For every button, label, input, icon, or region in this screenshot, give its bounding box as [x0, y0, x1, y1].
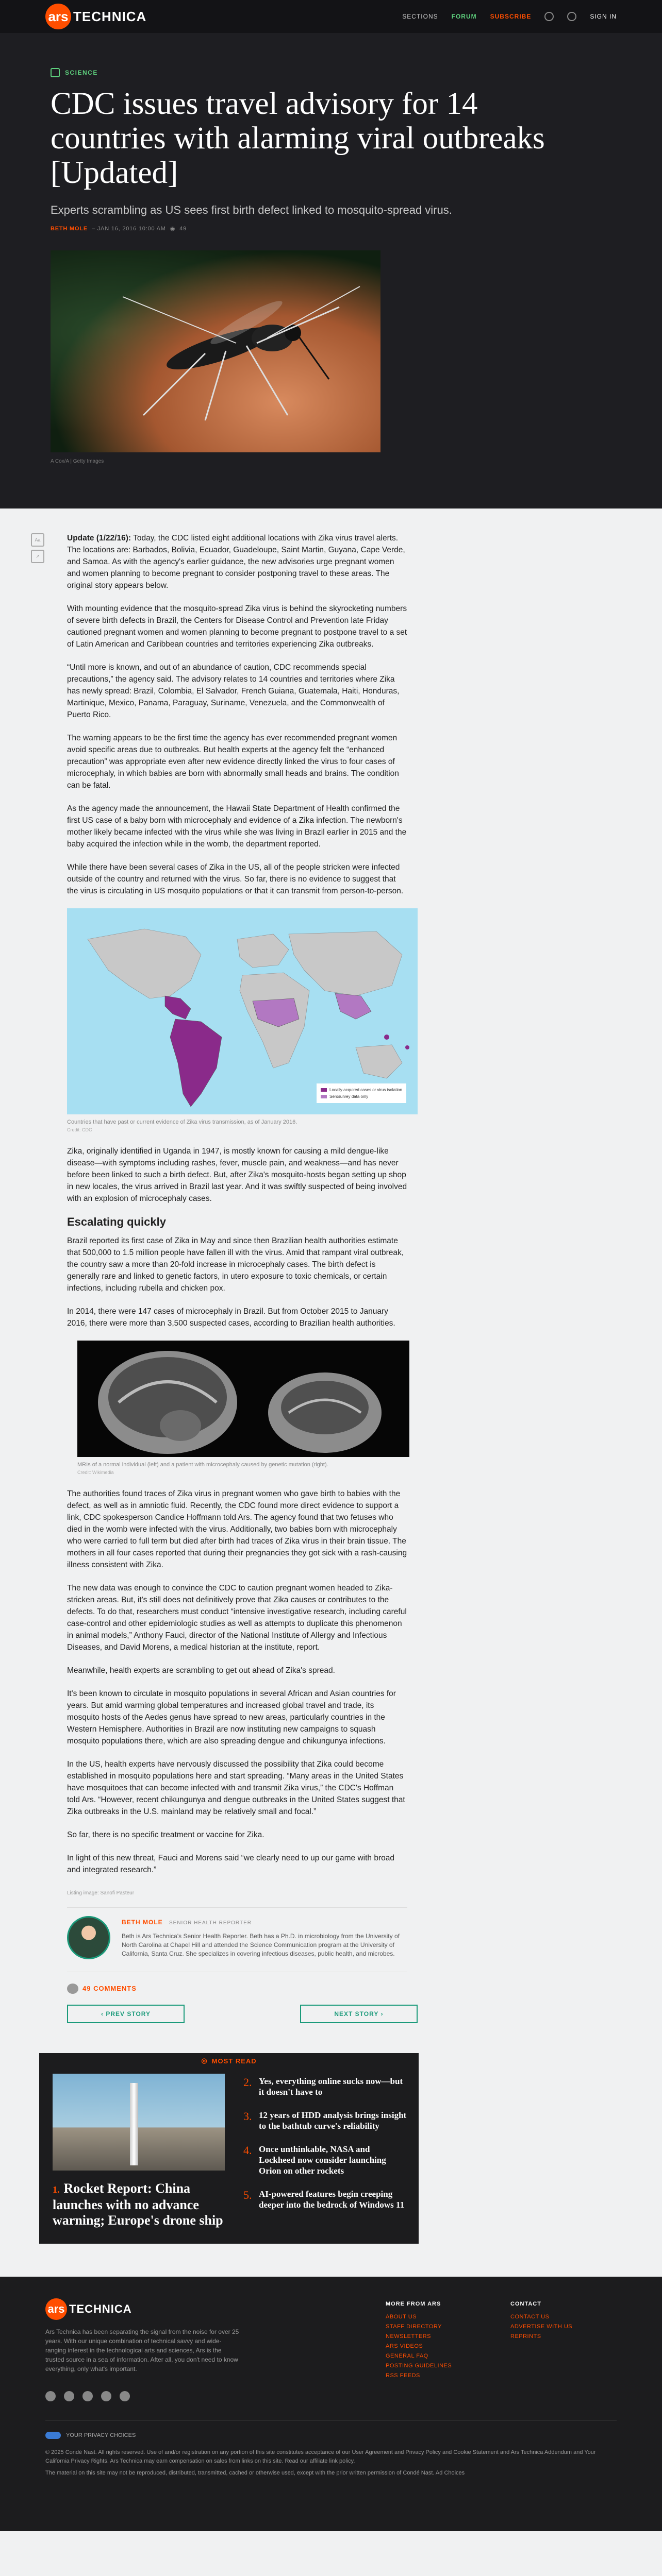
comment-count[interactable]: 49: [179, 225, 187, 232]
site-footer: [0, 2277, 662, 2531]
mri-figure: [67, 1341, 407, 1477]
site-logo[interactable]: [45, 4, 146, 29]
list-item[interactable]: [243, 2144, 408, 2176]
legend-swatch-serosurvey: [321, 1095, 327, 1098]
publish-date: – JAN 16, 2016 10:00 AM: [91, 225, 166, 232]
list-item[interactable]: [243, 2189, 408, 2210]
paragraph: The warning appears to be the first time the agency has ever recommended pregnant women avoid specific areas due to outbreaks. But health experts at the agency felt the “enhanced precaution” was appropriate even after new evidence directly linked the virus to four cases of microcephaly, in which babies are born with abnormally small heads and brains. The condition can be fatal.: [67, 734, 399, 790]
paragraph: In light of this new threat, Fauci and Morens said “we clearly need to up our game with broad and integrated research.”: [67, 1854, 394, 1874]
next-story-button[interactable]: [300, 2005, 418, 2023]
paragraph: Zika, originally identified in Uganda in 1947, is mostly known for causing a mild dengue-like disease—with symptoms including rashes, fever, muscle pain, and weakness—and has never before been linked to such a birth defect. But, after Zika's mosquito-hosts began setting up shop in new locales, the virus arrived in Brazil last year. And it was swiftly suspected of being involved with an explosion of microcephaly cases.: [67, 1147, 407, 1203]
item-number: 4.: [243, 2144, 252, 2157]
paragraph: The authorities found traces of Zika virus in pregnant women who gave birth to babies with the defect, as well as in amniotic fluid. Recently, the CDC found more direct evidence to support a link, CDC spokesperson Candice Hoffmann told Ars. The agency found that two fetuses who died in the womb were infected with the virus. Additionally, two babies born with microcephaly who were carried to full term but died after birth had traces of Zika virus in their brain tissue. The mothers in all four cases reported that during their pregnancies they got sick with a rash-causing illness consistent with Zika.: [67, 1489, 407, 1569]
logo-wordmark: TECHNICA: [69, 2302, 132, 2315]
sections-menu[interactable]: SECTIONS: [402, 13, 438, 20]
paragraph: Brazil reported its first case of Zika in May and since then Brazilian health authorities estimate that 500,000 to 1.5 million people have fallen ill with the virus. Amid that rampant viral outbreak, the country saw a more than 20-fold increase in microcephaly cases. The birth defect is generally rare and linked to genetic factors, in utero exposure to toxic chemicals, or certain infections, including rubella and chicken pox.: [67, 1236, 404, 1293]
item-number: 3.: [243, 2110, 252, 2123]
comment-bubble-icon: [67, 1984, 78, 1994]
item-headline: AI-powered features begin creeping deeper into the bedrock of Windows 11: [259, 2189, 405, 2210]
paragraph: In the US, health experts have nervously discussed the possibility that Zika could become established in mosquito populations here and start spreading. “Many areas in the United States have mosquitoes that can become infected with and transmit Zika virus,” the CDC's Hoffman told Ars. “However, recent chikungunya and dengue outbreaks in the United States suggest that Zika outbreaks in the U.S. mainland may be relatively small and focal.”: [67, 1760, 405, 1816]
footer-link[interactable]: RSS FEEDS: [386, 2372, 420, 2379]
science-icon: [51, 68, 60, 77]
mosquito-illustration: [51, 250, 380, 452]
most-read-list: [243, 2076, 408, 2223]
zika-map[interactable]: [67, 908, 418, 1114]
footer-link[interactable]: POSTING GUIDELINES: [386, 2363, 452, 2369]
article-header: [0, 33, 662, 232]
paragraph: It's been known to circulate in mosquito populations in several African and Asian countries for years. But amid warming global temperatures and increased global travel and trade, its mosquito hosts of the Aedes genus have spread to new areas, particularly countries in the Western Hemisphere. Authorities in Brazil are now instituting new campaigns to squash mosquito populations there, which are also spreading dengue and chikungunya infections.: [67, 1689, 396, 1745]
item-number: 5.: [243, 2189, 252, 2201]
paragraph: In 2014, there were 147 cases of microcephaly in Brazil. But from October 2015 to January 2016, there were more than 3,500 suspected cases, according to Brazilian health authorities.: [67, 1307, 395, 1328]
item-headline: Once unthinkable, NASA and Lockheed now consider launching Orion on other rockets: [259, 2144, 386, 2176]
author-description: Beth is Ars Technica's Senior Health Reporter. Beth has a Ph.D. in microbiology from the University of North Carolina at Chapel Hill and attended the Science Communication program at the University of California, Santa Cruz. She specializes in covering infectious diseases, public health, and microbes.: [122, 1933, 400, 1957]
comment-icon[interactable]: ◉: [170, 226, 176, 232]
search-icon[interactable]: [567, 12, 576, 21]
item-number: 2.: [243, 2076, 252, 2089]
youtube-icon[interactable]: [101, 2391, 111, 2401]
logo-badge: ars: [45, 4, 71, 29]
article-dek: Experts scrambling as US sees first birth defect linked to mosquito-spread virus.: [51, 204, 452, 216]
legend-label: Locally acquired cases or virus isolation: [329, 1088, 402, 1092]
mri-scans: [77, 1341, 409, 1457]
most-read-panel: [39, 2053, 419, 2244]
list-item[interactable]: [243, 2076, 408, 2097]
article-title: CDC issues travel advisory for 14 countries with alarming viral outbreaks [Updated]: [51, 87, 545, 190]
footer-link[interactable]: ABOUT US: [386, 2314, 417, 2320]
footer-link[interactable]: CONTACT US: [510, 2314, 550, 2320]
map-legend: [317, 1083, 406, 1103]
sign-in-link[interactable]: SIGN IN: [590, 13, 617, 20]
author-bio: [67, 1907, 407, 1972]
privacy-choices[interactable]: [45, 2432, 617, 2439]
subscribe-link[interactable]: SUBSCRIBE: [490, 13, 532, 20]
mastodon-icon[interactable]: [64, 2391, 74, 2401]
author-bio-text: [122, 1916, 407, 1959]
text-settings-icon[interactable]: Aa: [31, 533, 44, 547]
most-read-featured[interactable]: [53, 2074, 225, 2228]
share-icon[interactable]: ↗: [31, 550, 44, 563]
map-caption: [67, 1118, 407, 1134]
author-link[interactable]: BETH MOLE: [51, 225, 88, 232]
mri-caption-text: MRIs of a normal individual (left) and a patient with microcephaly caused by genetic mutation (right).: [77, 1462, 328, 1468]
footer-description: Ars Technica has been separating the signal from the noise for over 25 years. With our unique combination of technical savvy and wide-ranging interest in the technological arts and sciences, Ars is the trusted source in a sea of information. After all, you don't need to know everything, only what's important.: [45, 2328, 239, 2372]
article-body: [67, 532, 407, 2023]
footer-link[interactable]: NEWSLETTERS: [386, 2333, 432, 2340]
mri-caption: [77, 1461, 407, 1477]
logo-wordmark: TECHNICA: [73, 8, 147, 24]
author-role: SENIOR HEALTH REPORTER: [169, 1920, 252, 1926]
chevron-left-icon: ‹: [101, 2010, 106, 2018]
section-label: SCIENCE: [65, 69, 98, 76]
legend-label: Serosurvey data only: [329, 1094, 369, 1099]
privacy-label: YOUR PRIVACY CHOICES: [66, 2432, 136, 2438]
comments-link[interactable]: [67, 1982, 407, 1994]
paragraph: Meanwhile, health experts are scrambling to get out ahead of Zika's spread.: [67, 1666, 335, 1675]
footer-link[interactable]: ADVERTISE WITH US: [510, 2324, 573, 2330]
footer-link[interactable]: STAFF DIRECTORY: [386, 2324, 442, 2330]
header-region: [0, 0, 662, 509]
top-nav: [0, 0, 662, 33]
nav-links: [402, 0, 617, 33]
legal-text: The material on this site may not be reproduced, distributed, transmitted, cached or otherwise used, except with the prior written permission of Condé Nast. Ad Choices: [45, 2470, 465, 2476]
flame-icon: ◎: [201, 2057, 208, 2064]
prev-story-button[interactable]: [67, 2005, 185, 2023]
paragraph: So far, there is no specific treatment or vaccine for Zika.: [67, 1831, 264, 1839]
zika-map-figure: [67, 908, 407, 1134]
paragraph: The new data was enough to convince the CDC to caution pregnant women headed to Zika-stricken areas. But, it's still does not definitively prove that Zika causes or contributes to the defects. To do that, researchers must conduct “intensive investigative research, including careful case-control and other epidemiologic studies as well as attempts to duplicate this phenomenon in animal models,” Anthony Fauci, director of the National Institute of Allergy and Infectious Diseases, and David Morens, a medical historian at the institute, report.: [67, 1584, 407, 1652]
map-credit: Credit: CDC: [67, 1127, 92, 1132]
chevron-right-icon: ›: [378, 2010, 384, 2018]
featured-image: [53, 2074, 225, 2171]
author-name-link[interactable]: BETH MOLE: [122, 1919, 163, 1926]
footer-column-title: MORE FROM ARS: [386, 2301, 441, 2307]
story-pager: [67, 2005, 418, 2023]
featured-headline: Rocket Report: China launches with no advance warning; Europe's drone ship: [53, 2181, 223, 2228]
paragraph: As the agency made the announcement, the Hawaii State Department of Health confirmed the first US case of a baby born with microcephaly and evidence of a Zika infection. The newborn's mother likely became infected with the virus while she was living in Brazil earlier in 2015 and the baby acquired the infection while in the womb, the department reported.: [67, 804, 407, 849]
map-caption-text: Countries that have past or current evidence of Zika virus transmission, as of January 2016.: [67, 1119, 297, 1125]
footer-column-title: CONTACT: [510, 2301, 541, 2307]
mri-image[interactable]: [77, 1341, 409, 1457]
forum-link[interactable]: FORUM: [451, 13, 477, 20]
byline: [51, 225, 611, 232]
social-links: [45, 2391, 617, 2401]
rocket-graphic: [130, 2083, 138, 2165]
footer-contact-column: [510, 2299, 572, 2342]
section-kicker[interactable]: [51, 68, 611, 77]
list-item[interactable]: [243, 2110, 408, 2131]
paragraph: With mounting evidence that the mosquito-spread Zika virus is behind the skyrocketing numbers of severe birth defects in Brazil, the Centers for Disease Control and Prevention late Friday cautioned pregnant women and women planning to become pregnant to postpone travel to a set of Latin American and Caribbean countries and territories experiencing Zika outbreaks.: [67, 604, 407, 649]
most-read-label: MOST READ: [211, 2057, 257, 2065]
hero-image: [51, 250, 380, 452]
subheading: Escalating quickly: [67, 1215, 166, 1228]
article-body-region: [0, 509, 662, 2244]
update-paragraph: [67, 532, 407, 591]
facebook-icon[interactable]: [82, 2391, 93, 2401]
next-story-label: NEXT STORY: [334, 2010, 379, 2018]
article-tools: [31, 533, 44, 563]
update-text: Today, the CDC listed eight additional locations with Zika virus travel alerts. The locations are: Barbados, Bolivia, Ecuador, Guadeloupe, Saint Martin, Guyana, Cape Verde, and Samoa. As with the agency's earlier guidance, the new advisories urge pregnant women and women planning to become pregnant to consider postponing travel to these areas. The original story appears below.: [67, 534, 405, 590]
mri-credit: Credit: Wikimedia: [77, 1470, 114, 1475]
paragraph: While there have been several cases of Zika in the US, all of the people stricken were infected outside of the country and returned with the virus. So far, there is no evidence to suggest that the virus is circulating in US mosquito populations or that it can transmit from person-to-person.: [67, 863, 404, 895]
legal-text: © 2025 Condé Nast. All rights reserved. Use of and/or registration on any portion of this site constitutes acceptance of our User Agreement and Privacy Policy and Cookie Statement and Ars Technica Addendum and Your California Privacy Rights. Ars Technica may earn compensation on sales from links on this site. Read our affiliate link policy.: [45, 2449, 596, 2464]
footer-link[interactable]: GENERAL FAQ: [386, 2353, 428, 2359]
legend-swatch-locally-acquired: [321, 1088, 327, 1092]
update-lead: Update (1/22/16):: [67, 534, 131, 543]
footer-more-column: [386, 2299, 452, 2381]
prev-story-label: PREV STORY: [106, 2010, 151, 2018]
legend-item: [321, 1093, 402, 1100]
logo-badge: ars: [45, 2298, 67, 2320]
featured-number: 1.: [53, 2184, 60, 2195]
privacy-toggle-icon: [45, 2432, 61, 2439]
item-headline: Yes, everything online sucks now—but it doesn't have to: [259, 2076, 403, 2097]
author-heading: [122, 1916, 407, 1929]
footer-link[interactable]: ARS VIDEOS: [386, 2343, 423, 2349]
paragraph: “Until more is known, and out of an abundance of caution, CDC recommends special precautions,” the agency said. The advisory relates to 14 countries and territories where Zika has newly spread: Brazil, Colombia, El Salvador, French Guiana, Guatemala, Haiti, Honduras, Martinique, Mexico, Panama, Paraguay, Suriname, Venezuela, and the Commonwealth of Puerto Rico.: [67, 663, 400, 719]
comments-label: 49 COMMENTS: [82, 1985, 137, 1992]
footer-link[interactable]: REPRINTS: [510, 2333, 541, 2340]
most-read-title: [39, 2053, 419, 2069]
avatar[interactable]: [67, 1916, 110, 1959]
theme-toggle-icon[interactable]: [544, 12, 554, 21]
legend-item: [321, 1087, 402, 1093]
item-headline: 12 years of HDD analysis brings insight to the bathtub curve's reliability: [259, 2110, 407, 2131]
listing-image-credit: Listing image: Sanofi Pasteur: [67, 1890, 135, 1896]
bluesky-icon[interactable]: [45, 2391, 56, 2401]
featured-title: [53, 2181, 225, 2228]
instagram-icon[interactable]: [120, 2391, 130, 2401]
hero-credit: A Cox/A | Getty Images: [51, 459, 104, 464]
